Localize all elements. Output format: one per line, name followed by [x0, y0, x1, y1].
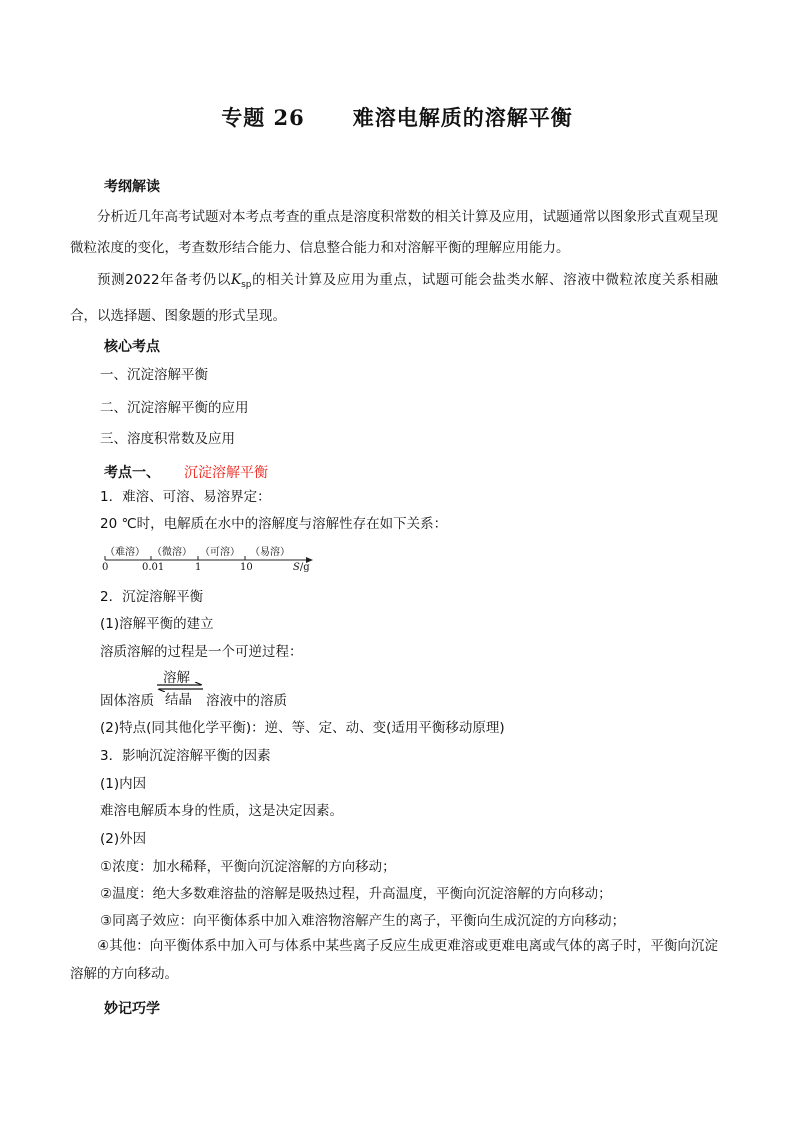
section-3-1-desc: 难溶电解质本身的性质，这是决定因素。 — [100, 803, 343, 819]
core-item: 一、沉淀溶解平衡 — [100, 367, 208, 383]
outline-heading: 考纲解读 — [104, 179, 160, 195]
point1-label: 考点一、 — [104, 465, 160, 481]
solubility-scale — [100, 540, 320, 578]
section-1-heading: 1．难溶、可溶、易溶界定： — [100, 489, 271, 505]
ksp-symbol: K — [230, 272, 242, 288]
scale-tick-label: 0 — [102, 562, 109, 573]
scale-tick-label: 0.01 — [142, 562, 165, 573]
point1-heading — [104, 462, 268, 482]
section-2-2: (2)特点(同其他化学平衡)：逆、等、定、动、变(适用平衡移动原理) — [100, 720, 505, 736]
factor-item: ④其他：向平衡体系中加入可与体系中某些离子反应生成更难溶或更难电离或气体的离子时，平衡向沉淀溶解的方向移动。 — [70, 938, 718, 982]
eq-bottom-label: 结晶 — [165, 692, 192, 708]
core-item: 三、溶度积常数及应用 — [100, 431, 235, 447]
mnemonic-heading: 妙记巧学 — [104, 1001, 160, 1017]
section-3-1: (1)内因 — [100, 776, 147, 792]
core-item: 二、沉淀溶解平衡的应用 — [100, 400, 249, 416]
section-2-1-desc: 溶质溶解的过程是一个可逆过程： — [100, 644, 303, 660]
equilibrium-arrow-icon — [155, 682, 205, 692]
scale-tick-label: 10 — [240, 562, 253, 573]
scale-unit-label: S/g — [293, 562, 310, 573]
scale-tick-label: 1 — [195, 562, 202, 573]
core-heading: 核心考点 — [104, 339, 160, 355]
section-3-2: (2)外因 — [100, 831, 147, 847]
section-2-heading: 2．沉淀溶解平衡 — [100, 589, 204, 605]
scale-range-label: （易溶） — [250, 547, 290, 558]
equilibrium-arrows — [155, 666, 205, 706]
topic-number: 专题 26 — [221, 105, 305, 130]
factor-item: ①浓度：加水稀释，平衡向沉淀溶解的方向移动； — [100, 859, 396, 875]
section-3-heading: 3．影响沉淀溶解平衡的因素 — [100, 748, 271, 764]
eq-right: 溶液中的溶质 — [206, 693, 287, 709]
scale-range-label: （微溶） — [152, 547, 192, 558]
scale-range-label: （难溶） — [105, 547, 145, 558]
point1-name: 沉淀溶解平衡 — [184, 465, 268, 481]
outline-paragraph-2: 预测2022年备考仍以$K_{sp}$的相关计算及应用为重点，试题可能会盐类水解、溶液中微粒浓度关系相融合，以选择题、图象题的形式呈现。 — [70, 272, 719, 324]
section-2-1: (1)溶解平衡的建立 — [100, 616, 214, 632]
section-1-desc: 20 ℃时，电解质在水中的溶解度与溶解性存在如下关系： — [100, 516, 448, 532]
eq-left: 固体溶质 — [100, 693, 154, 709]
outline-paragraph-1: 分析近几年高考试题对本考点考查的重点是溶度积常数的相关计算及应用，试题通常以图象形式直观呈现微粒浓度的变化，考查数形结合能力、信息整合能力和对溶解平衡的理解应用能力。 — [70, 209, 718, 256]
scale-range-label: （可溶） — [200, 547, 240, 558]
eq-top-label: 溶解 — [163, 670, 190, 686]
topic-name: 难溶电解质的溶解平衡 — [352, 105, 573, 130]
factor-item: ②温度：绝大多数难溶盐的溶解是吸热过程，升高温度，平衡向沉淀溶解的方向移动； — [100, 886, 612, 902]
page-title — [0, 102, 794, 132]
factor-item: ③同离子效应：向平衡体系中加入难溶物溶解产生的离子，平衡向生成沉淀的方向移动； — [100, 913, 626, 929]
